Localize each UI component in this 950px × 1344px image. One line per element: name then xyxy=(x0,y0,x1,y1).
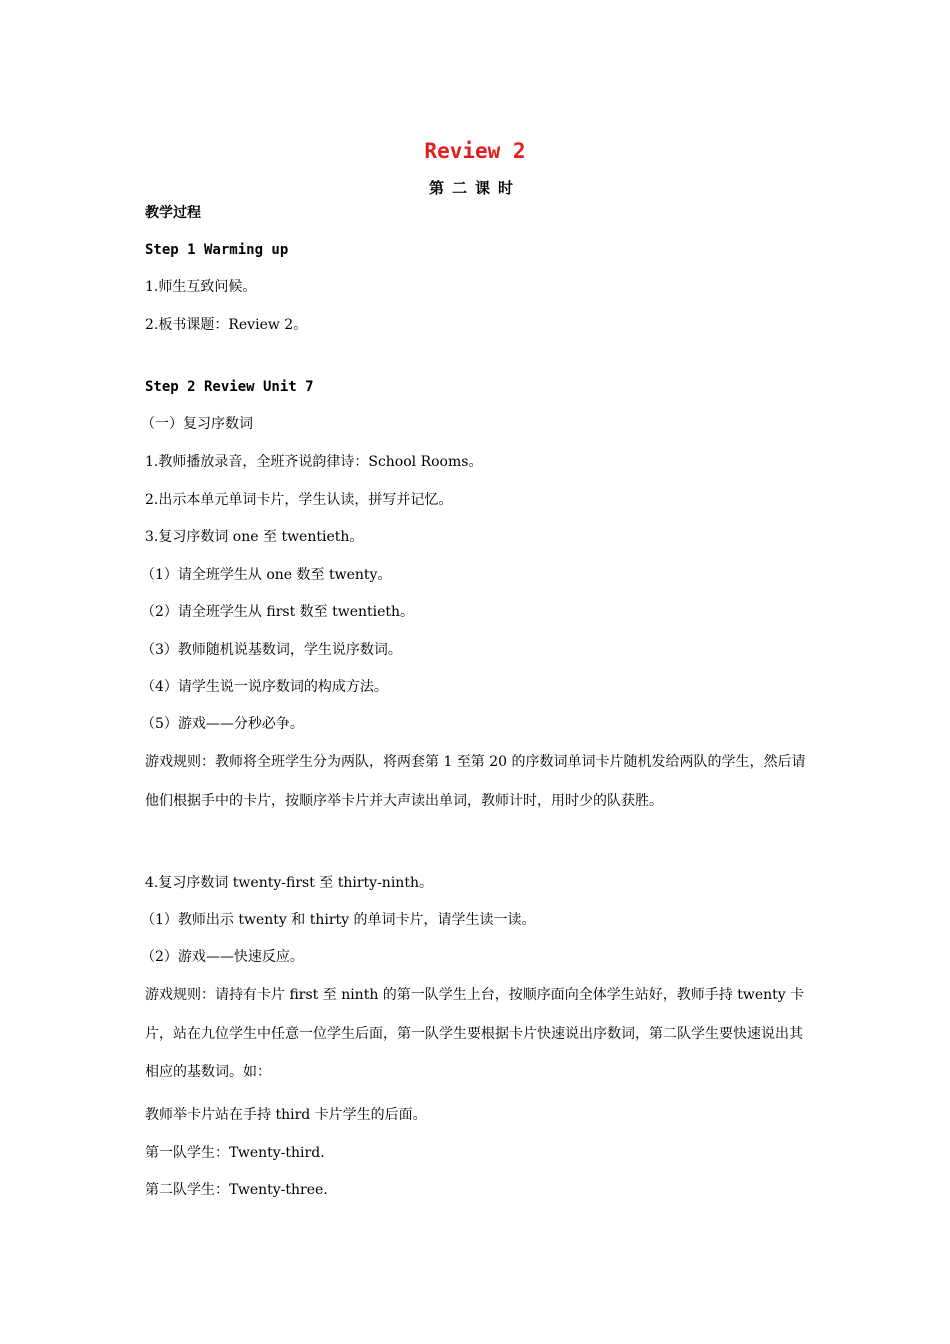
sub-item-3: （3）教师随机说基数词，学生说序数词。 xyxy=(141,642,402,658)
section-heading: 教学过程 xyxy=(145,205,201,221)
sub-item-5: （5）游戏——分秒必争。 xyxy=(141,716,304,732)
step-2-heading: Step 2 Review Unit 7 xyxy=(145,379,314,395)
example-intro: 教师举卡片站在手持 third 卡片学生的后面。 xyxy=(145,1107,427,1123)
step-2-item-1: 1.教师播放录音，全班齐说韵律诗：School Rooms。 xyxy=(145,454,483,470)
game-rule-paragraph-1: 游戏规则：教师将全班学生分为两队，将两套第 1 至第 20 的序数词单词卡片随机发给两队的学生，然后请他们根据手中的卡片，按顺序举卡片并大声读出单词，教师计时，用时少的队获胜。 xyxy=(145,754,806,809)
step-1-item-1: 1.师生互致问候。 xyxy=(145,279,257,295)
step-2-item-4: 4.复习序数词 twenty-first 至 thirty-ninth。 xyxy=(145,875,433,891)
sub-item-1: （1）请全班学生从 one 数至 twenty。 xyxy=(141,567,392,583)
step-2-item-2: 2.出示本单元单词卡片，学生认读，拼写并记忆。 xyxy=(145,492,453,508)
step-2-item-3: 3.复习序数词 one 至 twentieth。 xyxy=(145,529,364,545)
lesson-subtitle: 第二课时 xyxy=(428,179,521,197)
sub-item-4-2: （2）游戏——快速反应。 xyxy=(141,949,304,965)
sub-item-4-1: （1）教师出示 twenty 和 thirty 的单词卡片，请学生读一读。 xyxy=(141,912,536,928)
sub-item-4: （4）请学生说一说序数词的构成方法。 xyxy=(141,679,388,695)
example-line-1: 第一队学生：Twenty-third. xyxy=(145,1145,325,1161)
part-1-heading: （一）复习序数词 xyxy=(141,416,253,432)
game-rule-paragraph-2: 游戏规则：请持有卡片 first 至 ninth 的第一队学生上台，按顺序面向全体学生站好，教师手持 twenty 卡片，站在九位学生中任意一位学生后面，第一队学生要根据卡片快速说出序数词，第二队学生要快速说出其相应的基数词。如： xyxy=(145,987,805,1080)
example-line-2: 第二队学生：Twenty-three. xyxy=(145,1182,328,1198)
sub-item-2: （2）请全班学生从 first 数至 twentieth。 xyxy=(141,604,415,620)
step-1-item-2: 2.板书课题：Review 2。 xyxy=(145,317,308,333)
document-title: Review 2 xyxy=(424,139,526,163)
step-1-heading: Step 1 Warming up xyxy=(145,242,289,258)
